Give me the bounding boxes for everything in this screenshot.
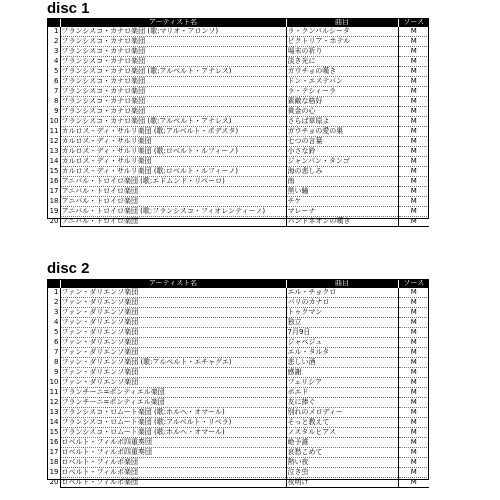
- song-cell: ピクトリア・ホテル: [286, 37, 398, 47]
- table-header-row: [47, 18, 429, 27]
- artist-column-header: アーティスト名: [60, 279, 286, 288]
- artist-cell: フランシスコ・ロムート楽団 (歌:ホルヘ・オマール): [60, 428, 286, 438]
- source-column-header: ソース: [398, 18, 429, 27]
- song-cell: チケ: [286, 197, 398, 207]
- artist-cell: ロベルト・フィルポ楽団: [60, 458, 286, 468]
- song-cell: ノスタルヒアス: [286, 428, 398, 438]
- track-number: 7: [47, 348, 60, 358]
- track-number: 1: [47, 288, 60, 298]
- track-number: 13: [47, 147, 60, 157]
- artist-cell: フランシスコ・カナロ楽団: [60, 37, 286, 47]
- song-cell: さらば草原よ: [286, 117, 398, 127]
- disc-1-title: disc 1: [47, 0, 90, 17]
- track-number: 15: [47, 167, 60, 177]
- song-cell: マレーナ: [286, 207, 398, 217]
- table-row: [47, 167, 429, 177]
- source-cell: M: [398, 147, 429, 157]
- track-number: 17: [47, 187, 60, 197]
- song-cell: 場末の祈り: [286, 47, 398, 57]
- track-number: 2: [47, 37, 60, 47]
- source-cell: M: [398, 87, 429, 97]
- artist-cell: ファン・ダリエンソ楽団: [60, 378, 286, 388]
- artist-cell: ファン・ダリエンソ楽団 (歌:アルベルト・エチャグエ): [60, 358, 286, 368]
- source-cell: M: [398, 468, 429, 478]
- source-cell: M: [398, 127, 429, 137]
- artist-cell: アニバル・トロイロ楽団 (歌:フランシスコ・フィオレンティーノ): [60, 207, 286, 217]
- track-number: 6: [47, 338, 60, 348]
- artist-cell: フランシスコ・カナロ楽団: [60, 57, 286, 67]
- track-number: 10: [47, 378, 60, 388]
- source-cell: M: [398, 388, 429, 398]
- table-row: [47, 438, 429, 448]
- song-cell: ガウチョの愛の巣: [286, 127, 398, 137]
- song-cell: 友に捧ぐ: [286, 398, 398, 408]
- song-cell: エル・タルタ: [286, 348, 398, 358]
- song-cell: 小さな鈴: [286, 147, 398, 157]
- track-number: 15: [47, 428, 60, 438]
- track-number: 12: [47, 137, 60, 147]
- artist-cell: アニバル・トロイロ楽団: [60, 187, 286, 197]
- artist-cell: フランシスコ・ロムート楽団 (歌:ホルヘ・オマール): [60, 408, 286, 418]
- table-row: [47, 177, 429, 187]
- source-cell: M: [398, 187, 429, 197]
- table-row: [47, 358, 429, 368]
- source-cell: M: [398, 77, 429, 87]
- track-number: 10: [47, 117, 60, 127]
- song-cell: 熱い夜: [286, 458, 398, 468]
- table-row: [47, 87, 429, 97]
- table-row: [47, 318, 429, 328]
- track-number: 4: [47, 318, 60, 328]
- track-number: 2: [47, 298, 60, 308]
- source-cell: M: [398, 117, 429, 127]
- table-row: [47, 378, 429, 388]
- artist-cell: フランシスコ・カナロ楽団: [60, 77, 286, 87]
- song-cell: 別れのメロディー: [286, 408, 398, 418]
- track-number: 3: [47, 308, 60, 318]
- source-cell: M: [398, 458, 429, 468]
- track-number: 17: [47, 448, 60, 458]
- track-number: 8: [47, 97, 60, 107]
- source-cell: M: [398, 67, 429, 77]
- artist-cell: フランシスコ・カナロ楽団: [60, 47, 286, 57]
- artist-cell: フランチーニ=ポンティエル楽団: [60, 388, 286, 398]
- source-cell: M: [398, 348, 429, 358]
- table-row: [47, 57, 429, 67]
- source-cell: M: [398, 217, 429, 227]
- source-cell: M: [398, 318, 429, 328]
- number-column-header: [47, 18, 60, 27]
- song-column-header: 曲目: [286, 279, 398, 288]
- table-row: [47, 47, 429, 57]
- table-row: [47, 137, 429, 147]
- table-row: [47, 448, 429, 458]
- table-row: [47, 368, 429, 378]
- track-number: 16: [47, 177, 60, 187]
- track-number: 3: [47, 47, 60, 57]
- song-cell: ドン・エステバン: [286, 77, 398, 87]
- table-row: [47, 77, 429, 87]
- table-row: [47, 67, 429, 77]
- source-cell: M: [398, 428, 429, 438]
- track-number: 12: [47, 398, 60, 408]
- artist-cell: ロベルト・フィルポ楽団: [60, 478, 286, 488]
- source-cell: M: [398, 478, 429, 488]
- source-cell: M: [398, 368, 429, 378]
- source-cell: M: [398, 137, 429, 147]
- source-cell: M: [398, 97, 429, 107]
- artist-cell: ファン・ダリエンソ楽団: [60, 348, 286, 358]
- artist-cell: ロベルト・フィルポ楽団: [60, 468, 286, 478]
- table-row: [47, 428, 429, 438]
- track-number: 13: [47, 408, 60, 418]
- song-cell: ボエド: [286, 388, 398, 398]
- song-cell: ジャベジュ: [286, 338, 398, 348]
- track-number: 11: [47, 127, 60, 137]
- source-cell: M: [398, 207, 429, 217]
- table-row: [47, 37, 429, 47]
- source-cell: M: [398, 177, 429, 187]
- source-cell: M: [398, 398, 429, 408]
- artist-cell: ファン・ダリエンソ楽団: [60, 298, 286, 308]
- source-cell: M: [398, 27, 429, 37]
- song-cell: ガウチョの嘆き: [286, 67, 398, 77]
- table-row: [47, 418, 429, 428]
- song-cell: 泣き虫: [286, 468, 398, 478]
- table-row: [47, 348, 429, 358]
- table-row: [47, 328, 429, 338]
- artist-cell: カルロス・ディ・サルリ楽団: [60, 157, 286, 167]
- song-cell: トゥクマン: [286, 308, 398, 318]
- track-number: 19: [47, 207, 60, 217]
- song-cell: ジャンパン・タンゴ: [286, 157, 398, 167]
- song-cell: 独立: [286, 318, 398, 328]
- track-number: 8: [47, 358, 60, 368]
- table-header-row: [47, 279, 429, 288]
- table-row: [47, 217, 429, 227]
- song-cell: 絶予誰: [286, 438, 398, 448]
- source-cell: M: [398, 308, 429, 318]
- song-cell: 七つの言葉: [286, 137, 398, 147]
- table-row: [47, 107, 429, 117]
- artist-cell: フランシスコ・ロムート楽団 (歌:アルベルト・リベラ): [60, 418, 286, 428]
- track-number: 18: [47, 197, 60, 207]
- track-number: 11: [47, 388, 60, 398]
- source-cell: M: [398, 408, 429, 418]
- table-row: [47, 157, 429, 167]
- track-number: 20: [47, 478, 60, 488]
- track-number: 4: [47, 57, 60, 67]
- source-column-header: ソース: [398, 279, 429, 288]
- song-cell: 淡き光に: [286, 57, 398, 67]
- track-number: 14: [47, 157, 60, 167]
- track-number: 14: [47, 418, 60, 428]
- song-cell: パリのカナロ: [286, 298, 398, 308]
- artist-cell: アニバル・トロイロ楽団: [60, 217, 286, 227]
- artist-cell: フランシスコ・カナロ楽団: [60, 87, 286, 97]
- source-cell: M: [398, 438, 429, 448]
- source-cell: M: [398, 197, 429, 207]
- track-number: 5: [47, 328, 60, 338]
- artist-cell: フランシスコ・カナロ楽団: [60, 97, 286, 107]
- table-row: [47, 388, 429, 398]
- table-row: [47, 338, 429, 348]
- table-row: [47, 288, 429, 298]
- table-row: [47, 408, 429, 418]
- source-cell: M: [398, 338, 429, 348]
- song-cell: 海の悲しみ: [286, 167, 398, 177]
- table-row: [47, 298, 429, 308]
- artist-cell: ファン・ダリエンソ楽団: [60, 288, 286, 298]
- source-cell: M: [398, 328, 429, 338]
- disc-1-track-table: [47, 18, 429, 227]
- song-cell: バンドネオンの嘆き: [286, 217, 398, 227]
- number-column-header: [47, 279, 60, 288]
- disc-2-track-rows: [47, 288, 429, 488]
- source-cell: M: [398, 57, 429, 67]
- table-row: [47, 398, 429, 408]
- song-cell: 感謝: [286, 368, 398, 378]
- track-number: 20: [47, 217, 60, 227]
- song-cell: ラ・クンパルシータ: [286, 27, 398, 37]
- source-cell: M: [398, 107, 429, 117]
- track-number: 18: [47, 458, 60, 468]
- song-cell: 悲しい酒: [286, 358, 398, 368]
- track-number: 5: [47, 67, 60, 77]
- track-number: 7: [47, 87, 60, 97]
- artist-cell: カルロス・ディ・サルリ楽団 (歌:アルベルト・ポデスタ): [60, 127, 286, 137]
- table-row: [47, 458, 429, 468]
- source-cell: M: [398, 167, 429, 177]
- table-row: [47, 127, 429, 137]
- song-cell: ラ・テシィーラ: [286, 87, 398, 97]
- song-cell: 素敵な格好: [286, 97, 398, 107]
- table-row: [47, 117, 429, 127]
- artist-cell: フランチーニ=ポンティエル楽団: [60, 398, 286, 408]
- artist-cell: フランシスコ・カナロ楽団: [60, 107, 286, 117]
- artist-cell: ファン・ダリエンソ楽団: [60, 338, 286, 348]
- artist-cell: フランシスコ・カナロ楽団 (歌:マリオ・アロンソ): [60, 27, 286, 37]
- song-cell: 南: [286, 177, 398, 187]
- artist-cell: ロベルト・フィルポ四重奏団: [60, 438, 286, 448]
- artist-cell: カルロス・ディ・サルリ楽団: [60, 137, 286, 147]
- artist-cell: フランシスコ・カナロ楽団 (歌:アルベルト・アナレス): [60, 67, 286, 77]
- track-number: 16: [47, 438, 60, 448]
- track-number: 19: [47, 468, 60, 478]
- source-cell: M: [398, 47, 429, 57]
- artist-cell: ファン・ダリエンソ楽団: [60, 318, 286, 328]
- source-cell: M: [398, 157, 429, 167]
- table-row: [47, 207, 429, 217]
- artist-cell: ファン・ダリエンソ楽団: [60, 308, 286, 318]
- table-row: [47, 478, 429, 488]
- artist-column-header: アーティスト名: [60, 18, 286, 27]
- source-cell: M: [398, 37, 429, 47]
- song-cell: 7月9日: [286, 328, 398, 338]
- table-row: [47, 187, 429, 197]
- source-cell: M: [398, 448, 429, 458]
- song-cell: 黒い瞳: [286, 187, 398, 197]
- source-cell: M: [398, 358, 429, 368]
- source-cell: M: [398, 418, 429, 428]
- song-cell: そっと教えて: [286, 418, 398, 428]
- table-row: [47, 468, 429, 478]
- table-row: [47, 147, 429, 157]
- artist-cell: ロベルト・フィルポ四重奏団: [60, 448, 286, 458]
- artist-cell: カルロス・ディ・サルリ楽団 (歌:ロベルト・ルフィーノ): [60, 167, 286, 177]
- artist-cell: フランシスコ・カナロ楽団 (歌:アルベルト・アナレス): [60, 117, 286, 127]
- table-row: [47, 197, 429, 207]
- track-number: 9: [47, 107, 60, 117]
- song-cell: フェリシア: [286, 378, 398, 388]
- song-cell: 黄金の心: [286, 107, 398, 117]
- artist-cell: カルロス・ディ・サルリ楽団 (歌:ロベルト・ルフィーノ): [60, 147, 286, 157]
- artist-cell: ファン・ダリエンソ楽団: [60, 368, 286, 378]
- song-cell: エル・チョクロ: [286, 288, 398, 298]
- disc-2-title: disc 2: [47, 260, 90, 277]
- song-column-header: 曲目: [286, 18, 398, 27]
- disc-2-track-table: [47, 279, 429, 488]
- disc-1-track-rows: [47, 27, 429, 227]
- track-number: 6: [47, 77, 60, 87]
- track-number: 9: [47, 368, 60, 378]
- source-cell: M: [398, 298, 429, 308]
- source-cell: M: [398, 378, 429, 388]
- artist-cell: アニバル・トロイロ楽団 (歌:エドムンド・リベーロ): [60, 177, 286, 187]
- source-cell: M: [398, 288, 429, 298]
- song-cell: 夜明け: [286, 478, 398, 488]
- artist-cell: ファン・ダリエンソ楽団: [60, 328, 286, 338]
- track-number: 1: [47, 27, 60, 37]
- table-row: [47, 97, 429, 107]
- song-cell: 哀愁こめて: [286, 448, 398, 458]
- artist-cell: アニバル・トロイロ楽団: [60, 197, 286, 207]
- table-row: [47, 27, 429, 37]
- table-row: [47, 308, 429, 318]
